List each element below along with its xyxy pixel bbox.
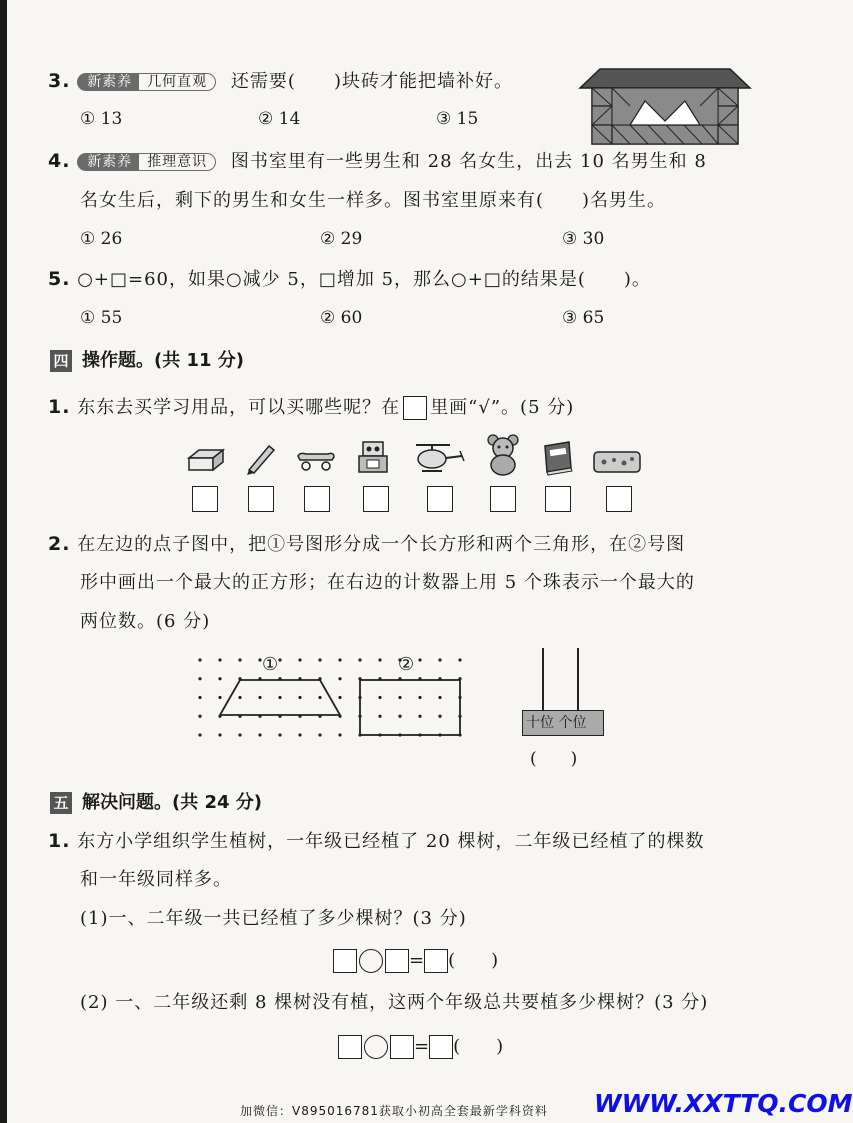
q3-text: 还需要( )块砖才能把墙补好。 (230, 71, 513, 92)
q5-text: ○+□=60，如果○减少 5，□增加 5，那么○+□的结果是( )。 (77, 269, 651, 290)
abacus-rod-tens (542, 648, 544, 710)
grid-dot (258, 733, 261, 736)
grid-dot (378, 715, 381, 718)
checkbox-teddy-bear[interactable] (490, 486, 516, 512)
abacus-tens-label: 十位 (526, 715, 554, 731)
q4-number: 4. (48, 150, 71, 172)
checkbox-eraser[interactable] (192, 486, 218, 512)
equation-1 (333, 946, 498, 973)
q3-number: 3. (48, 70, 71, 92)
eq1-equals: = (409, 950, 425, 971)
section5-title: 解决问题。(共 24 分) (82, 792, 263, 813)
grid-dot (238, 733, 241, 736)
grid-dot (398, 715, 401, 718)
q3-option-1: ① 13 (80, 109, 123, 129)
grid-dot (338, 733, 341, 736)
pencil-case-icon (592, 448, 642, 476)
helicopter-icon (410, 442, 466, 474)
q3-tag-sub: 几何直观 (139, 73, 216, 91)
robot-icon (355, 438, 393, 476)
q5-option-1: ① 55 (80, 308, 123, 328)
checkbox-robot[interactable] (363, 486, 389, 512)
s5-q1-text-line2: 和一年级同样多。 (80, 869, 232, 890)
s4-q1-text-b: 里画“√”。(5 分) (430, 397, 575, 418)
q5-line (48, 270, 651, 289)
q3-option-3: ③ 15 (436, 109, 479, 129)
s5-q1-line1 (48, 832, 705, 851)
grid-dot (218, 696, 221, 699)
abacus-ones-label: 个位 (558, 715, 587, 731)
grid-dot (238, 696, 241, 699)
s5-sub2-text: (2) 一、二年级还剩 8 棵树没有植，这两个年级总共要植多少棵树？(3 分) (80, 992, 709, 1013)
grid-dot (318, 733, 321, 736)
figure-1-label: ① (262, 654, 279, 675)
grid-dot (458, 658, 461, 661)
grid-dot (198, 715, 201, 718)
section4-heading (50, 346, 244, 372)
q4-option-1: ① 26 (80, 229, 123, 249)
grid-dot (258, 696, 261, 699)
grid-dot (298, 658, 301, 661)
grid-dot (218, 677, 221, 680)
grid-dot (218, 658, 221, 661)
s4-q1-line (48, 396, 574, 420)
s5-q1-text-line1: 东方小学组织学生植树，一年级已经植了 20 棵树，二年级已经植了的棵数 (77, 831, 705, 852)
s5-q1-number: 1. (48, 830, 71, 852)
grid-dot (418, 696, 421, 699)
grid-dot (378, 658, 381, 661)
checkbox-book[interactable] (545, 486, 571, 512)
section4-title: 操作题。(共 11 分) (82, 350, 245, 371)
abacus-answer: ( ) (530, 749, 578, 769)
q5-number: 5. (48, 268, 71, 290)
pencil-icon (243, 440, 279, 476)
book-icon (541, 440, 575, 476)
q5-option-2: ② 60 (320, 308, 363, 328)
checkbox-helicopter[interactable] (427, 486, 453, 512)
grid-dot (278, 658, 281, 661)
q4-tag-sub: 推理意识 (139, 153, 216, 171)
checkbox-pencil-case[interactable] (606, 486, 632, 512)
q4-line1 (48, 152, 707, 171)
grid-dot (338, 696, 341, 699)
section4-badge: 四 (50, 350, 72, 372)
eq1-unit: ( ) (448, 950, 499, 971)
q4-option-2: ② 29 (320, 229, 363, 249)
eq2-operator-circle[interactable] (364, 1035, 388, 1059)
grid-dot (438, 696, 441, 699)
section5-heading (50, 788, 262, 814)
grid-dot (398, 696, 401, 699)
eq2-box-1[interactable] (338, 1035, 362, 1059)
eq2-box-2[interactable] (390, 1035, 414, 1059)
figure-2-label: ② (398, 654, 415, 675)
grid-dot (358, 658, 361, 661)
s4-q2-text-line1: 在左边的点子图中，把①号图形分成一个长方形和两个三角形，在②号图 (77, 534, 686, 555)
eq1-box-2[interactable] (385, 949, 409, 973)
checkbox-skateboard[interactable] (304, 486, 330, 512)
eq2-box-result[interactable] (429, 1035, 453, 1059)
q5-option-3: ③ 65 (562, 308, 605, 328)
eq2-unit: ( ) (453, 1036, 504, 1057)
inline-checkbox-icon (403, 396, 427, 420)
grid-dot (338, 677, 341, 680)
grid-dot (338, 658, 341, 661)
grid-dot (298, 696, 301, 699)
s4-q1-number: 1. (48, 396, 71, 418)
abacus (522, 648, 602, 769)
s4-q1-text-a: 东东去买学习用品，可以买哪些呢？在 (77, 397, 401, 418)
grid-dot (278, 733, 281, 736)
section5-badge: 五 (50, 792, 72, 814)
abacus-base (522, 710, 604, 736)
eq1-box-1[interactable] (333, 949, 357, 973)
eq1-operator-circle[interactable] (359, 949, 383, 973)
page-edge (0, 0, 7, 1123)
q4-tag-main: 新素养 (77, 153, 139, 171)
grid-dot (318, 696, 321, 699)
s4-q2-number: 2. (48, 533, 71, 555)
skateboard-icon (296, 448, 336, 474)
q3-line (48, 72, 513, 91)
grid-dot (438, 715, 441, 718)
grid-dot (418, 658, 421, 661)
eq1-box-result[interactable] (424, 949, 448, 973)
teddy-bear-icon (484, 434, 522, 476)
s5-sub1-text: (1)一、二年级一共已经植了多少棵树？(3 分) (80, 908, 467, 929)
grid-dot (318, 658, 321, 661)
grid-dot (298, 733, 301, 736)
eraser-icon (185, 440, 225, 476)
footer-note: 加微信：V895016781获取小初高全套最新学科资料 (240, 1104, 548, 1118)
s4-q2-line1 (48, 535, 685, 554)
q4-option-3: ③ 30 (562, 229, 605, 249)
wall-figure (580, 66, 750, 146)
s4-q2-text-line2: 形中画出一个最大的正方形；在右边的计数器上用 5 个珠表示一个最大的 (80, 572, 695, 593)
checkbox-pencil[interactable] (248, 486, 274, 512)
grid-dot (218, 733, 221, 736)
rectangle-shape-2 (360, 680, 460, 735)
grid-dot (198, 696, 201, 699)
abacus-rod-ones (577, 648, 579, 710)
s4-q2-text-line3: 两位数。(6 分) (80, 611, 211, 632)
equation-2 (338, 1032, 503, 1059)
q3-option-2: ② 14 (258, 109, 301, 129)
grid-dot (238, 658, 241, 661)
grid-dot (198, 677, 201, 680)
q4-text-line2: 名女生后，剩下的男生和女生一样多。图书室里原来有( )名男生。 (80, 190, 667, 211)
footer-site-logo: WWW.XXTTQ.COM (594, 1089, 853, 1118)
eq2-equals: = (414, 1036, 430, 1057)
q4-text-line1: 图书室里有一些男生和 28 名女生，出去 10 名男生和 8 (230, 151, 707, 172)
grid-dot (198, 733, 201, 736)
dot-grid-figure (195, 650, 485, 745)
q3-tag-main: 新素养 (77, 73, 139, 91)
grid-dot (278, 696, 281, 699)
grid-dot (198, 658, 201, 661)
grid-dot (418, 715, 421, 718)
grid-dot (378, 696, 381, 699)
grid-dot (438, 658, 441, 661)
